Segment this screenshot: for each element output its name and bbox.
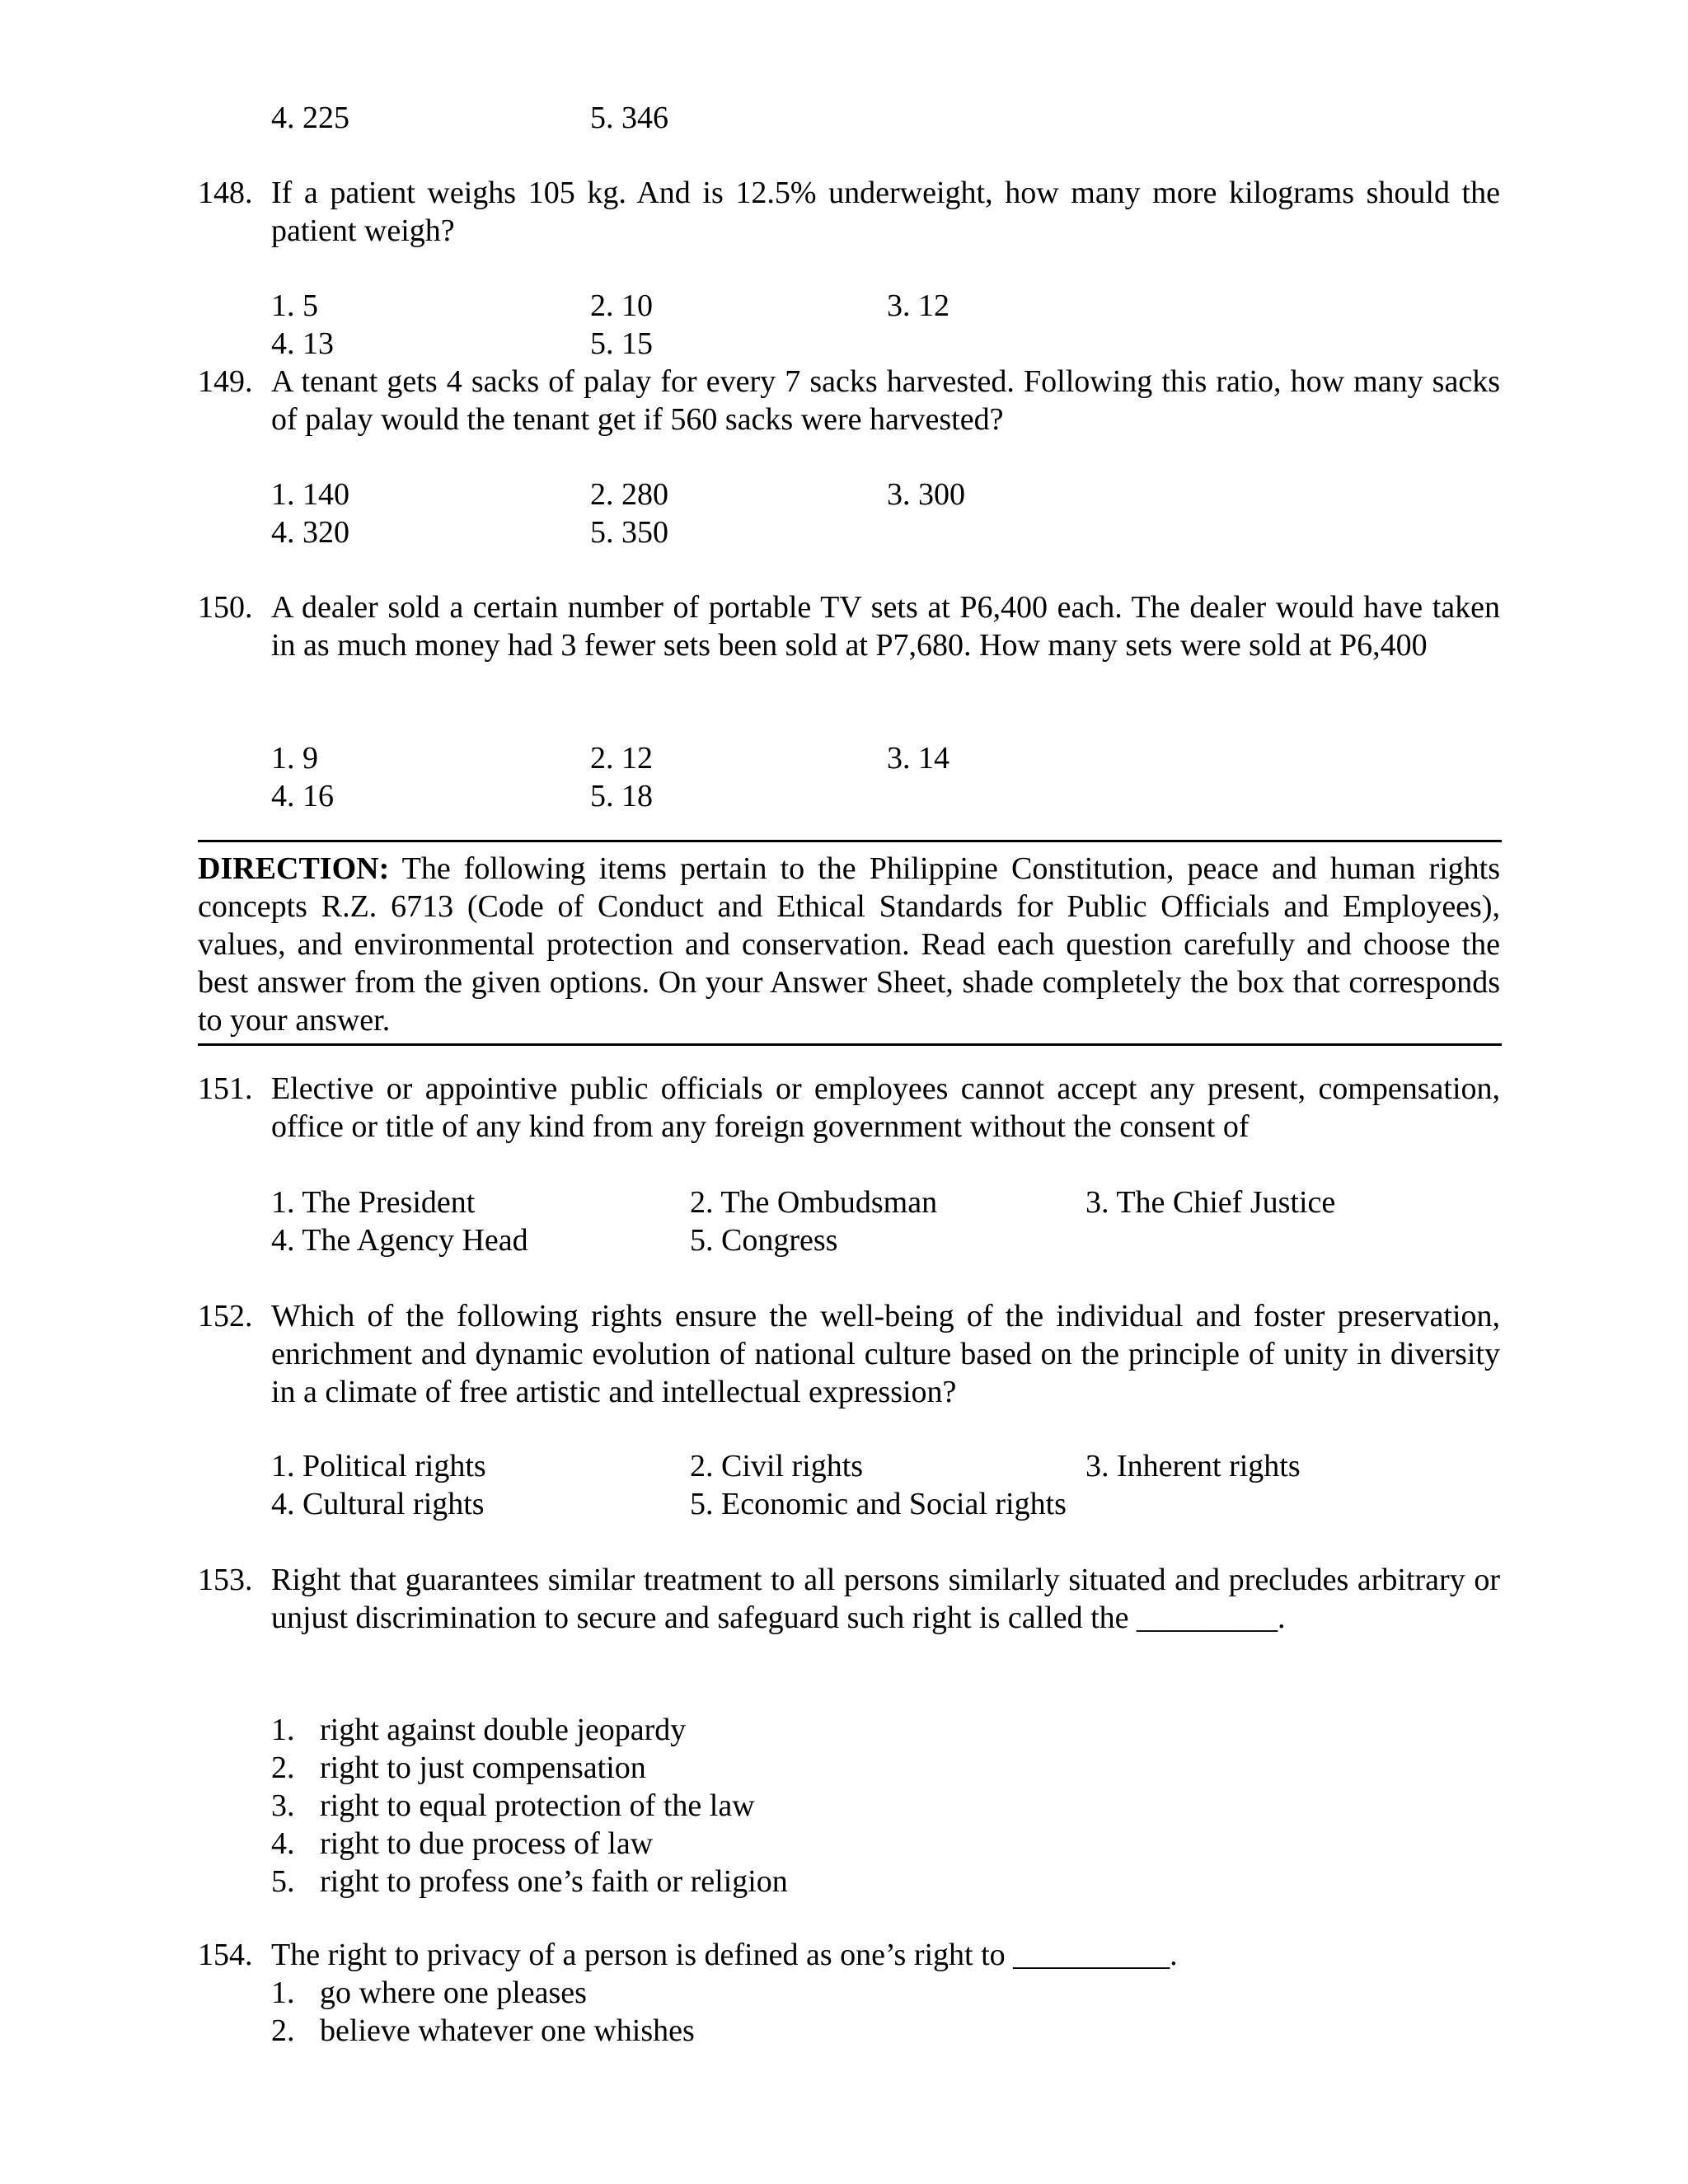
option	[271, 1863, 1507, 1900]
option-text: believe whatever one whishes	[320, 2013, 695, 2048]
option	[271, 1711, 1507, 1749]
option-text: right to equal protection of the law	[320, 1788, 755, 1823]
question-text: Which of the following rights ensure the well-being of the individual and foster preservation, enrichment and dynamic evolution of national culture based on the principle of unity in diversity in a climate of free artistic and intellectual expression?	[271, 1299, 1500, 1409]
option: 2. Civil rights	[690, 1449, 864, 1483]
option: 5. Congress	[690, 1223, 838, 1258]
option: 4. 13	[271, 326, 334, 361]
option: 5. 18	[590, 779, 653, 813]
question-number: 152.	[198, 1299, 253, 1333]
option	[271, 1787, 1507, 1825]
option: 5. 15	[590, 326, 653, 361]
option-number: 1.	[271, 1713, 295, 1747]
option: 3. 14	[887, 741, 950, 776]
option-text: right to profess one’s faith or religion	[320, 1864, 788, 1899]
question-text: A dealer sold a certain number of portable TV sets at P6,400 each. The dealer would have taken in as much money had 3 fewer sets been sold at P7,680. How many sets were sold at P6,400	[271, 590, 1500, 663]
option: 1. The President	[271, 1185, 476, 1220]
question-153	[198, 1561, 1500, 1637]
option	[271, 1749, 1507, 1787]
question-149	[198, 363, 1500, 438]
option: 4. 320	[271, 515, 349, 550]
direction-top-rule	[198, 840, 1502, 842]
option: 5. Economic and Social rights	[690, 1487, 1067, 1521]
question-number: 148.	[198, 176, 253, 210]
option-number: 1.	[271, 1975, 295, 2010]
question-number: 150.	[198, 590, 253, 625]
option: 1. 5	[271, 288, 318, 323]
option: 3. Inherent rights	[1085, 1449, 1301, 1483]
q147-option-5: 5. 346	[590, 101, 668, 135]
option-text: right to just compensation	[320, 1750, 646, 1785]
question-text: Elective or appointive public officials or employees cannot accept any present, compensation, office or title of any kind from any foreign government without the consent of	[271, 1071, 1500, 1144]
question-number: 151.	[198, 1071, 253, 1106]
question-number: 149.	[198, 364, 253, 399]
option: 5. 350	[590, 515, 668, 550]
q150-options	[271, 739, 1507, 815]
option-number: 3.	[271, 1788, 295, 1823]
question-number: 154.	[198, 1938, 253, 1972]
q147-option-4: 4. 225	[271, 101, 349, 135]
q147-options	[271, 99, 1507, 137]
option-text: right to due process of law	[320, 1826, 654, 1861]
option-number: 2.	[271, 2013, 295, 2048]
option-number: 2.	[271, 1750, 295, 1785]
option: 2. 280	[590, 477, 668, 512]
question-151	[198, 1070, 1500, 1146]
option: 3. 300	[887, 477, 965, 512]
direction-label: DIRECTION:	[198, 851, 390, 886]
option: 3. The Chief Justice	[1085, 1185, 1336, 1220]
q149-options	[271, 476, 1507, 551]
option: 4. The Agency Head	[271, 1223, 528, 1258]
question-148	[198, 174, 1500, 250]
question-154	[198, 1936, 1500, 1974]
q151-options	[271, 1183, 1507, 1259]
option: 2. The Ombudsman	[690, 1185, 938, 1220]
option	[271, 1825, 1507, 1863]
direction-text: The following items pertain to the Philippine Constitution, peace and human rights concepts R.Z. 6713 (Code of Conduct and Ethical Standards for Public Officials and Employees), values, and environmental protection and conservation. Read each question carefully and choose the best answer from the given options. On your Answer Sheet, shade completely the box that corresponds to your answer.	[198, 851, 1500, 1038]
question-text: Right that guarantees similar treatment to all persons similarly situated and precludes arbitrary or unjust discrimination to secure and safeguard such right is called the _________.	[271, 1563, 1500, 1635]
question-text: The right to privacy of a person is defined as one’s right to __________.	[271, 1938, 1178, 1972]
option	[271, 1974, 1507, 2012]
option: 2. 12	[590, 741, 653, 776]
option: 2. 10	[590, 288, 653, 323]
option: 4. Cultural rights	[271, 1487, 485, 1521]
option-number: 5.	[271, 1864, 295, 1899]
option-number: 4.	[271, 1826, 295, 1861]
question-text: If a patient weighs 105 kg. And is 12.5% underweight, how many more kilograms should the patient weigh?	[271, 176, 1500, 248]
option-text: go where one pleases	[320, 1975, 587, 2010]
option: 3. 12	[887, 288, 950, 323]
question-150	[198, 588, 1500, 664]
option-text: right against double jeopardy	[320, 1713, 687, 1747]
question-text: A tenant gets 4 sacks of palay for every 7 sacks harvested. Following this ratio, how many sacks of palay would the tenant get if 560 sacks were harvested?	[271, 364, 1500, 437]
option	[271, 2012, 1507, 2050]
question-152	[198, 1297, 1500, 1411]
q152-options	[271, 1447, 1507, 1523]
direction-bottom-rule	[198, 1043, 1502, 1046]
q154-options	[271, 1974, 1507, 2050]
q148-options	[271, 287, 1507, 363]
option: 1. Political rights	[271, 1449, 486, 1483]
option: 1. 9	[271, 741, 318, 776]
option: 4. 16	[271, 779, 334, 813]
question-number: 153.	[198, 1563, 253, 1597]
option: 1. 140	[271, 477, 349, 512]
direction-paragraph	[198, 850, 1500, 1039]
q153-options	[271, 1711, 1507, 1900]
